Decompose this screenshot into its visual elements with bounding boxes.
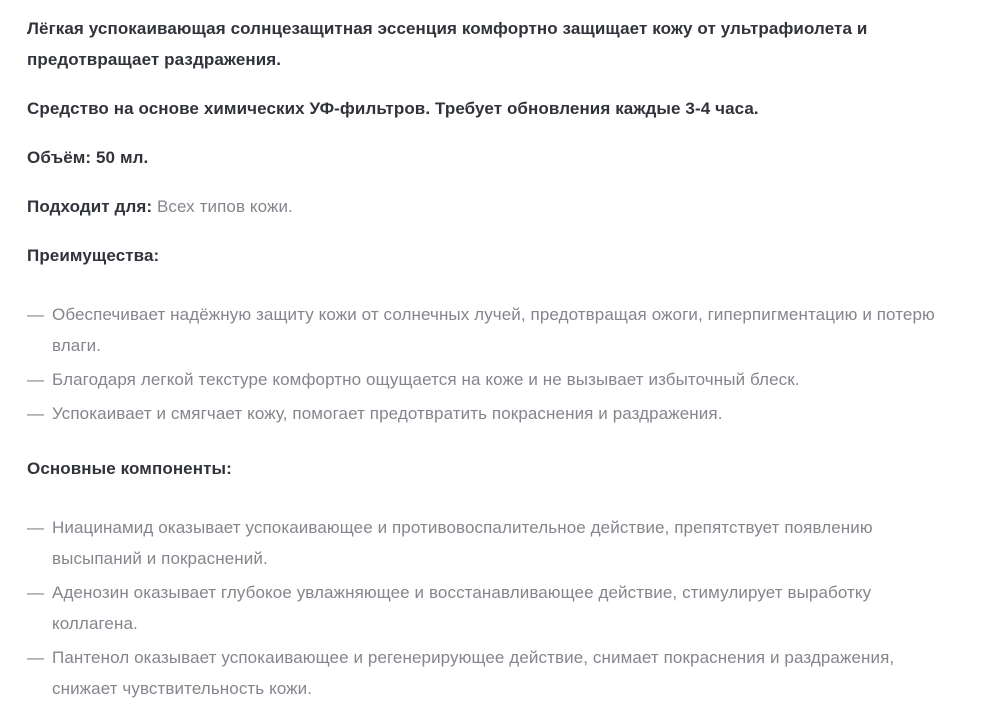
volume-paragraph: Объём: 50 мл.: [27, 148, 149, 167]
list-item: [27, 577, 942, 639]
component-item-text: Аденозин оказывает глубокое увлажняющее и восстанавливающее действие, стимулирует выработку коллагена.: [52, 583, 872, 633]
components-list: [27, 512, 942, 704]
dash-bullet: —: [27, 583, 45, 602]
benefit-item-text: Успокаивает и смягчает кожу, помогает предотвратить покраснения и раздражения.: [52, 404, 723, 423]
component-item-text: Пантенол оказывает успокаивающее и регенерирующее действие, снимает покраснения и раздражения, снижает чувствительность кожи.: [52, 648, 895, 698]
benefits-list: [27, 299, 942, 429]
suitable-for-row: [27, 191, 942, 222]
dash-bullet: —: [27, 648, 45, 667]
dash-bullet: —: [27, 404, 45, 423]
suitable-for-value: Всех типов кожи.: [156, 197, 293, 216]
list-item: [27, 398, 942, 429]
benefit-item-text: Благодаря легкой текстуре комфортно ощущается на коже и не вызывает избыточный блеск.: [52, 370, 800, 389]
description-paragraph: Лёгкая успокаивающая солнцезащитная эссенция комфортно защищает кожу от ультрафиолета и предотвращает раздражения.: [27, 19, 868, 69]
list-item: [27, 299, 942, 361]
benefits-heading: Преимущества:: [27, 246, 160, 265]
components-heading: Основные компоненты:: [27, 459, 232, 478]
benefit-item-text: Обеспечивает надёжную защиту кожи от солнечных лучей, предотвращая ожоги, гиперпигментацию и потерю влаги.: [52, 305, 935, 355]
dash-bullet: —: [27, 305, 45, 324]
uv-filters-paragraph: Средство на основе химических УФ-фильтров. Требует обновления каждые 3-4 часа.: [27, 99, 759, 118]
list-item: [27, 364, 942, 395]
component-item-text: Ниацинамид оказывает успокаивающее и противовоспалительное действие, препятствует появлению высыпаний и покраснений.: [52, 518, 873, 568]
dash-bullet: —: [27, 518, 45, 537]
list-item: [27, 642, 942, 704]
suitable-for-label: Подходит для:: [27, 197, 153, 216]
dash-bullet: —: [27, 370, 45, 389]
list-item: [27, 512, 942, 574]
